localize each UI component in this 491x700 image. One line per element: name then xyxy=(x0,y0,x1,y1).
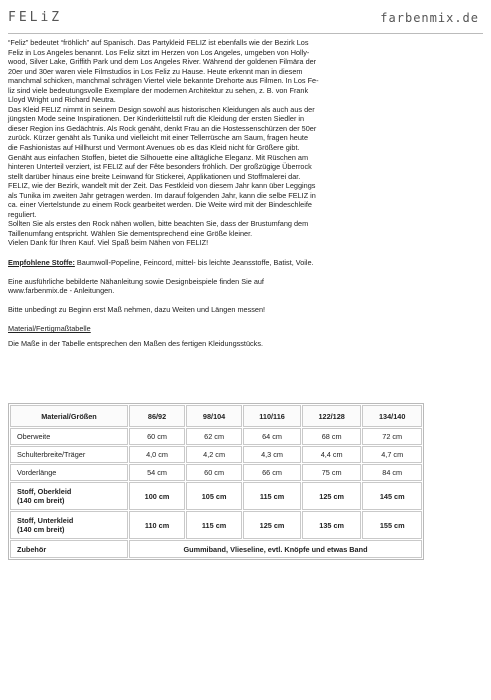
guide-link: www.farbenmix.de - Anleitungen. xyxy=(8,286,115,296)
table-cell: 125 cm xyxy=(243,511,301,539)
intro-line: zurück. Kürzer genäht als Tunika und vielleicht mit einer Tellerrüsche am Saum, fragen heute xyxy=(8,133,309,143)
intro-line: “Feliz” bedeutet “fröhlich” auf Spanisch. Das Partykleid FELIZ ist ebenfalls wie der Bezirk Los xyxy=(8,38,309,47)
table-cell: 4,3 cm xyxy=(243,446,301,463)
table-cell: 155 cm xyxy=(362,511,422,539)
table-header-cell: Material/Größen xyxy=(10,405,128,427)
zubehor-label: Zubehör xyxy=(10,540,128,558)
intro-line: liz sind viele bedeutungsvolle Exemplare der modernen Architektur zu sehen, z. B. von Frank xyxy=(8,85,309,95)
table-header-cell: 110/116 xyxy=(243,405,301,427)
table-cell: Oberweite xyxy=(10,428,128,445)
table-cell: 135 cm xyxy=(302,511,361,539)
guide-line: Eine ausführliche bebilderte Nähanleitung sowie Designbeispiele finden Sie auf xyxy=(8,276,264,286)
table-cell: Stoff, Unterkleid (140 cm breit) xyxy=(10,511,128,539)
table-cell: 72 cm xyxy=(362,428,422,445)
measure-note: Bitte unbedingt zu Beginn erst Maß nehmen, dazu Weiten und Längen messen! xyxy=(8,305,266,315)
fabric-text: Baumwoll-Popeline, Feincord, mittel- bis leichte Jeansstoffe, Batist, Voile. xyxy=(74,257,314,267)
fabric-recommendation xyxy=(8,258,480,268)
zubehor-value: Gummiband, Vlieseline, evtl. Knöpfe und etwas Band xyxy=(129,540,422,558)
table-row xyxy=(10,482,422,510)
feliz-logo: FELiZ xyxy=(8,10,63,25)
intro-line: wood, Silver Lake, Griffith Park und dem Los Angeles River. Während der goldenen Filmära der xyxy=(8,57,317,67)
table-header-cell: 134/140 xyxy=(362,405,422,427)
table-cell: 66 cm xyxy=(243,464,301,481)
table-row xyxy=(10,428,422,445)
intro-line: reguliert. xyxy=(8,209,37,219)
size-table xyxy=(8,403,424,560)
table-cell: 4,7 cm xyxy=(362,446,422,463)
intro-line: 20er und 30er waren viele Filmstudios in Los Feliz zu Hause. Heute erkennt man in diesem xyxy=(8,66,303,76)
table-cell: 4,0 cm xyxy=(129,446,185,463)
intro-line: Vielen Dank für Ihren Kauf. Viel Spaß beim Nähen von FELIZ! xyxy=(8,238,209,248)
intro-text xyxy=(8,38,480,248)
table-cell: 115 cm xyxy=(186,511,242,539)
intro-line: als Tunika im zweiten Jahr getragen werden. Im darauf folgenden Jahr, kann die selbe FELIZ in xyxy=(8,190,316,200)
fabric-label: Empfohlene Stoffe: xyxy=(8,257,75,267)
table-cell: 60 cm xyxy=(186,464,242,481)
table-header-row xyxy=(10,405,422,427)
intro-line: die Fashionistas auf Hillhurst und Vermont Avenues ob es das Kleid nicht für Größere gibt. xyxy=(8,143,300,153)
intro-line: ca. einer Viertelstunde zu einem Rock gearbeitet werden. Die Weite wird mit der Bindeschleife xyxy=(8,200,312,210)
table-cell: 105 cm xyxy=(186,482,242,510)
intro-line: Sollten Sie als erstes den Rock nähen wollen, bitte beachten Sie, dass der Brustumfang dem xyxy=(8,219,309,229)
intro-line: Das Kleid FELIZ nimmt in seinem Design sowohl aus historischen Kleidungen als auch aus der xyxy=(8,104,315,114)
intro-line: Taillenumfang entspricht. Wählen Sie dementsprechend eine Größe kleiner. xyxy=(8,228,253,238)
intro-line: hinteren Unterteil verziert, ist FELIZ auf der Fête besonders fröhlich. Der großzügige Überrock xyxy=(8,162,312,172)
table-title: Material/Fertigmaßtabelle xyxy=(8,324,91,334)
table-cell: 125 cm xyxy=(302,482,361,510)
table-cell: Vorderlänge xyxy=(10,464,128,481)
table-cell: 84 cm xyxy=(362,464,422,481)
table-row xyxy=(10,511,422,539)
intro-line: Feliz in Los Angeles benannt. Los Feliz sitzt im Herzen von Los Angeles, umgeben von Holly- xyxy=(8,47,310,57)
table-cell: 64 cm xyxy=(243,428,301,445)
intro-line: dieser Region ins Gedächtnis. Als Rock genäht, denkt Frau an die Hostessenschürzen der 50er xyxy=(8,123,317,133)
intro-line: FELIZ, wie der Bezirk, wandelt mit der Zeit. Das Festkleid von diesem Jahr kann über Leggings xyxy=(8,181,316,191)
intro-line: manchmal schicken, manchmal schrägen Viertel viele bekannte Drehorte aus Filmen. In Los Fe- xyxy=(8,76,319,86)
table-cell: 75 cm xyxy=(302,464,361,481)
table-cell: 4,2 cm xyxy=(186,446,242,463)
header-divider xyxy=(8,33,483,34)
table-cell: 4,4 cm xyxy=(302,446,361,463)
table-cell: 60 cm xyxy=(129,428,185,445)
table-row xyxy=(10,446,422,463)
page-header xyxy=(0,0,491,34)
farbenmix-logo: farbenmix.de xyxy=(380,11,479,25)
table-note: Die Maße in der Tabelle entsprechen den Maßen des fertigen Kleidungsstücks. xyxy=(8,338,263,348)
table-cell: Schulterbreite/Träger xyxy=(10,446,128,463)
intro-line: Lloyd Wright und Richard Neutra. xyxy=(8,95,116,105)
table-row xyxy=(10,464,422,481)
table-cell: 54 cm xyxy=(129,464,185,481)
intro-line: Genäht aus einfachen Stoffen, bietet die Silhouette eine alltägliche Eleganz. Mit Rüschen am xyxy=(8,152,309,162)
table-cell: 100 cm xyxy=(129,482,185,510)
document-body xyxy=(8,38,480,348)
table-cell: 145 cm xyxy=(362,482,422,510)
intro-line: stellt darüber hinaus eine breite Leinwand für Stickerei, Applikationen und Stoffmalerei dar. xyxy=(8,171,301,181)
table-header-cell: 86/92 xyxy=(129,405,185,427)
table-row-zubehor xyxy=(10,540,422,558)
table-header-cell: 122/128 xyxy=(302,405,361,427)
table-header-cell: 98/104 xyxy=(186,405,242,427)
table-cell: Stoff, Oberkleid (140 cm breit) xyxy=(10,482,128,510)
table-cell: 62 cm xyxy=(186,428,242,445)
table-cell: 68 cm xyxy=(302,428,361,445)
table-cell: 115 cm xyxy=(243,482,301,510)
intro-line: jüngsten Mode seine Inspirationen. Der Kinderkittelstil ruft die Kleidung der ersten Siedler in xyxy=(8,114,305,124)
table-cell: 110 cm xyxy=(129,511,185,539)
